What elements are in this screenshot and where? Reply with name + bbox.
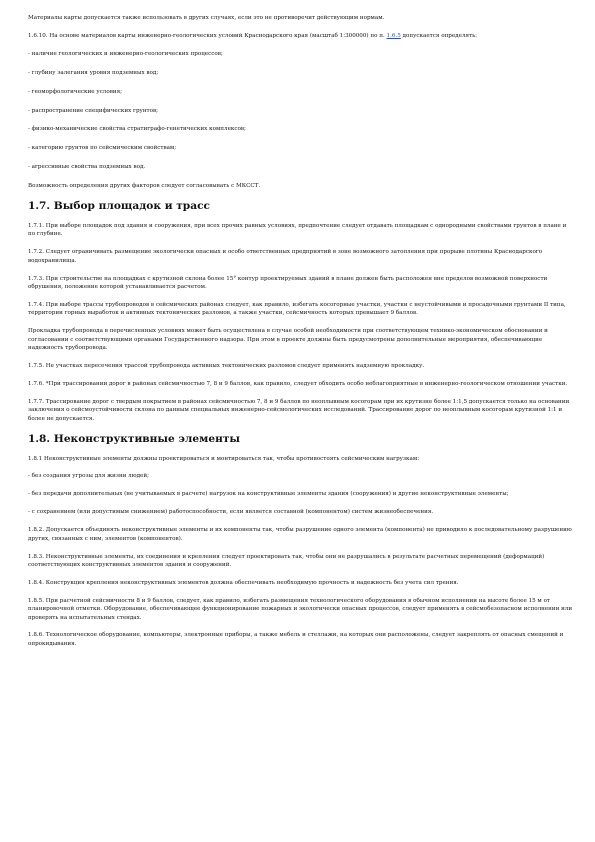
list-item: - без создания угрозы для жизни людей;: [28, 473, 149, 480]
section-heading: 1.7. Выбор площадок и трасс: [28, 200, 210, 213]
paragraph: 1.8.4. Конструкция крепления неконструктивных элементов должна обеспечивать необходимую прочность и надежность без учета сил трения.: [28, 579, 459, 586]
paragraph: 1.8.3. Неконструктивные элементы, их соединения и крепления следует проектировать так, чтобы они не разрушались в результате расчетных перемещений (деформаций) соответствующих конструктивных элементов здания и сооружений.: [28, 553, 545, 568]
paragraph-text: допускается определять:: [400, 32, 478, 39]
paragraph: 1.7.6. *При трассировании дорог в районах сейсмичностью 7, 8 и 9 баллов, как правило, следует обходить особо неблагоприятные в инженерно-геологическом отношении участки.: [28, 380, 568, 387]
paragraph: 1.8.5. При расчетной сейсмичности 8 и 9 баллов, следует, как правило, избегать размещения технологического оборудования в обычном исполнении на высоте более 15 м от планировочной отметки. Оборудование, обеспечивающее функционирование пожарных и экологически опасных процессов, следует применять в сейсмобезопасном исполнении или проверять на испытательных стендах.: [28, 597, 573, 621]
list-item: - распространение специфических грунтов;: [28, 107, 159, 114]
paragraph: 1.7.5. Не участках пересечения трассой трубопровода активных тектонических разломов следует применять надземную прокладку.: [28, 363, 425, 370]
list-item: - без передачи дополнительных (не учитываемых в расчете) нагрузок на конструктивные элементы здания (сооружения) и другие неконструктивные элементы;: [28, 491, 509, 498]
list-item: - геоморфологические условия;: [28, 88, 122, 95]
section-heading: 1.8. Неконструктивные элементы: [28, 432, 241, 445]
paragraph-1-6-10: [28, 32, 575, 40]
list-item: - категорию грунтов по сейсмическим свойствам;: [28, 145, 177, 152]
list-item: - с сохранением (или допустимым снижением) работоспособности, если является составной (компонентом) систем жизнеобеспечения.: [28, 509, 434, 516]
list-item: - глубину залегания уровня подземных вод;: [28, 69, 159, 76]
paragraph: 1.8.1 Неконструктивные элементы должны проектироваться и монтироваться так, чтобы противостоять сейсмическим нагрузкам:: [28, 455, 420, 462]
document-page: [28, 14, 575, 658]
list-item: - физико-механические свойства стратиграфо-генетических комплексов;: [28, 126, 246, 133]
paragraph: 1.8.6. Технологическое оборудование, компьютеры, электронные приборы, а также мебель и стеллажи, на которых они расположены, следует закреплять от опасных смещений и опрокидывания.: [28, 632, 564, 647]
paragraph: 1.8.2. Допускается объединять неконструктивные элементы и их компоненты так, чтобы разрушение одного элемента (компонента) не приводило к последовательному разрушению других, связанных с ним, элементов (компонентов).: [28, 527, 572, 542]
list-item: - наличие геологических и инженерно-геологических процессов;: [28, 50, 223, 57]
paragraph: Материалы карты допускается также использовать в других случаях, если это не противоречит действующим нормам.: [28, 15, 385, 21]
paragraph: 1.7.2. Следует ограничивать размещение экологически опасных и особо ответственных предприятий в зоне возможного затопления при прорыве плотины Краснодарского водохранилища.: [28, 249, 543, 264]
paragraph: Прокладка трубопровода в перечисленных условиях может быть осуществлена в случае особой необходимости при соответствующем технико-экономическом обосновании и согласовании с соответствующими органами Государственного надзора. При этом в проекте должны быть предусмотрены дополнительные мероприятия, обеспечивающие надежность трубопровода.: [28, 328, 548, 352]
paragraph: 1.7.4. При выборе трассы трубопроводов в сейсмических районах следует, как правило, избегать косогорные участки, участки с неустойчивыми и просадочными грунтами II типа, территории горных выработок и активных тектонических разломов, а также участки, сейсмичность которых превышает 9 баллов.: [28, 302, 566, 317]
section-link-1-6-5[interactable]: 1.6.5: [386, 32, 401, 39]
paragraph-text: 1.6.10. На основе материалов карты инженерно-геологических условий Краснодарского края (масштаб 1:300000) по п.: [28, 32, 387, 39]
paragraph: 1.7.1. При выборе площадок под здания и сооружения, при всех прочих равных условиях, предпочтение следует отдавать площадкам с однородными свойствами грунтов в плане и по глубине.: [28, 223, 567, 238]
list-item: - агрессивные свойства подземных вод.: [28, 164, 146, 171]
paragraph: 1.7.7. Трассирование дорог с твердым покрытием в районах сейсмичностью 7, 8 и 9 баллов по неоплывным косогорам при их крутизне более 1:1,5 допускается только на основании заключения о сейсмоустойчивости склона по данным специальных инженерно-сейсмологических исследований. Трассирование дорог по неоплывным косогорам крутизной 1:1 и более не допускается.: [28, 398, 570, 422]
paragraph: 1.7.3. При строительстве на площадках с крутизной склона более 15° контур проектируемых зданий в плане должен быть расположен вне пределов возможной поверхности обрушения, положение которой устанавливается расчетом.: [28, 275, 548, 291]
paragraph: Возможность определения других факторов следует согласовывать с МКССТ.: [28, 183, 261, 190]
